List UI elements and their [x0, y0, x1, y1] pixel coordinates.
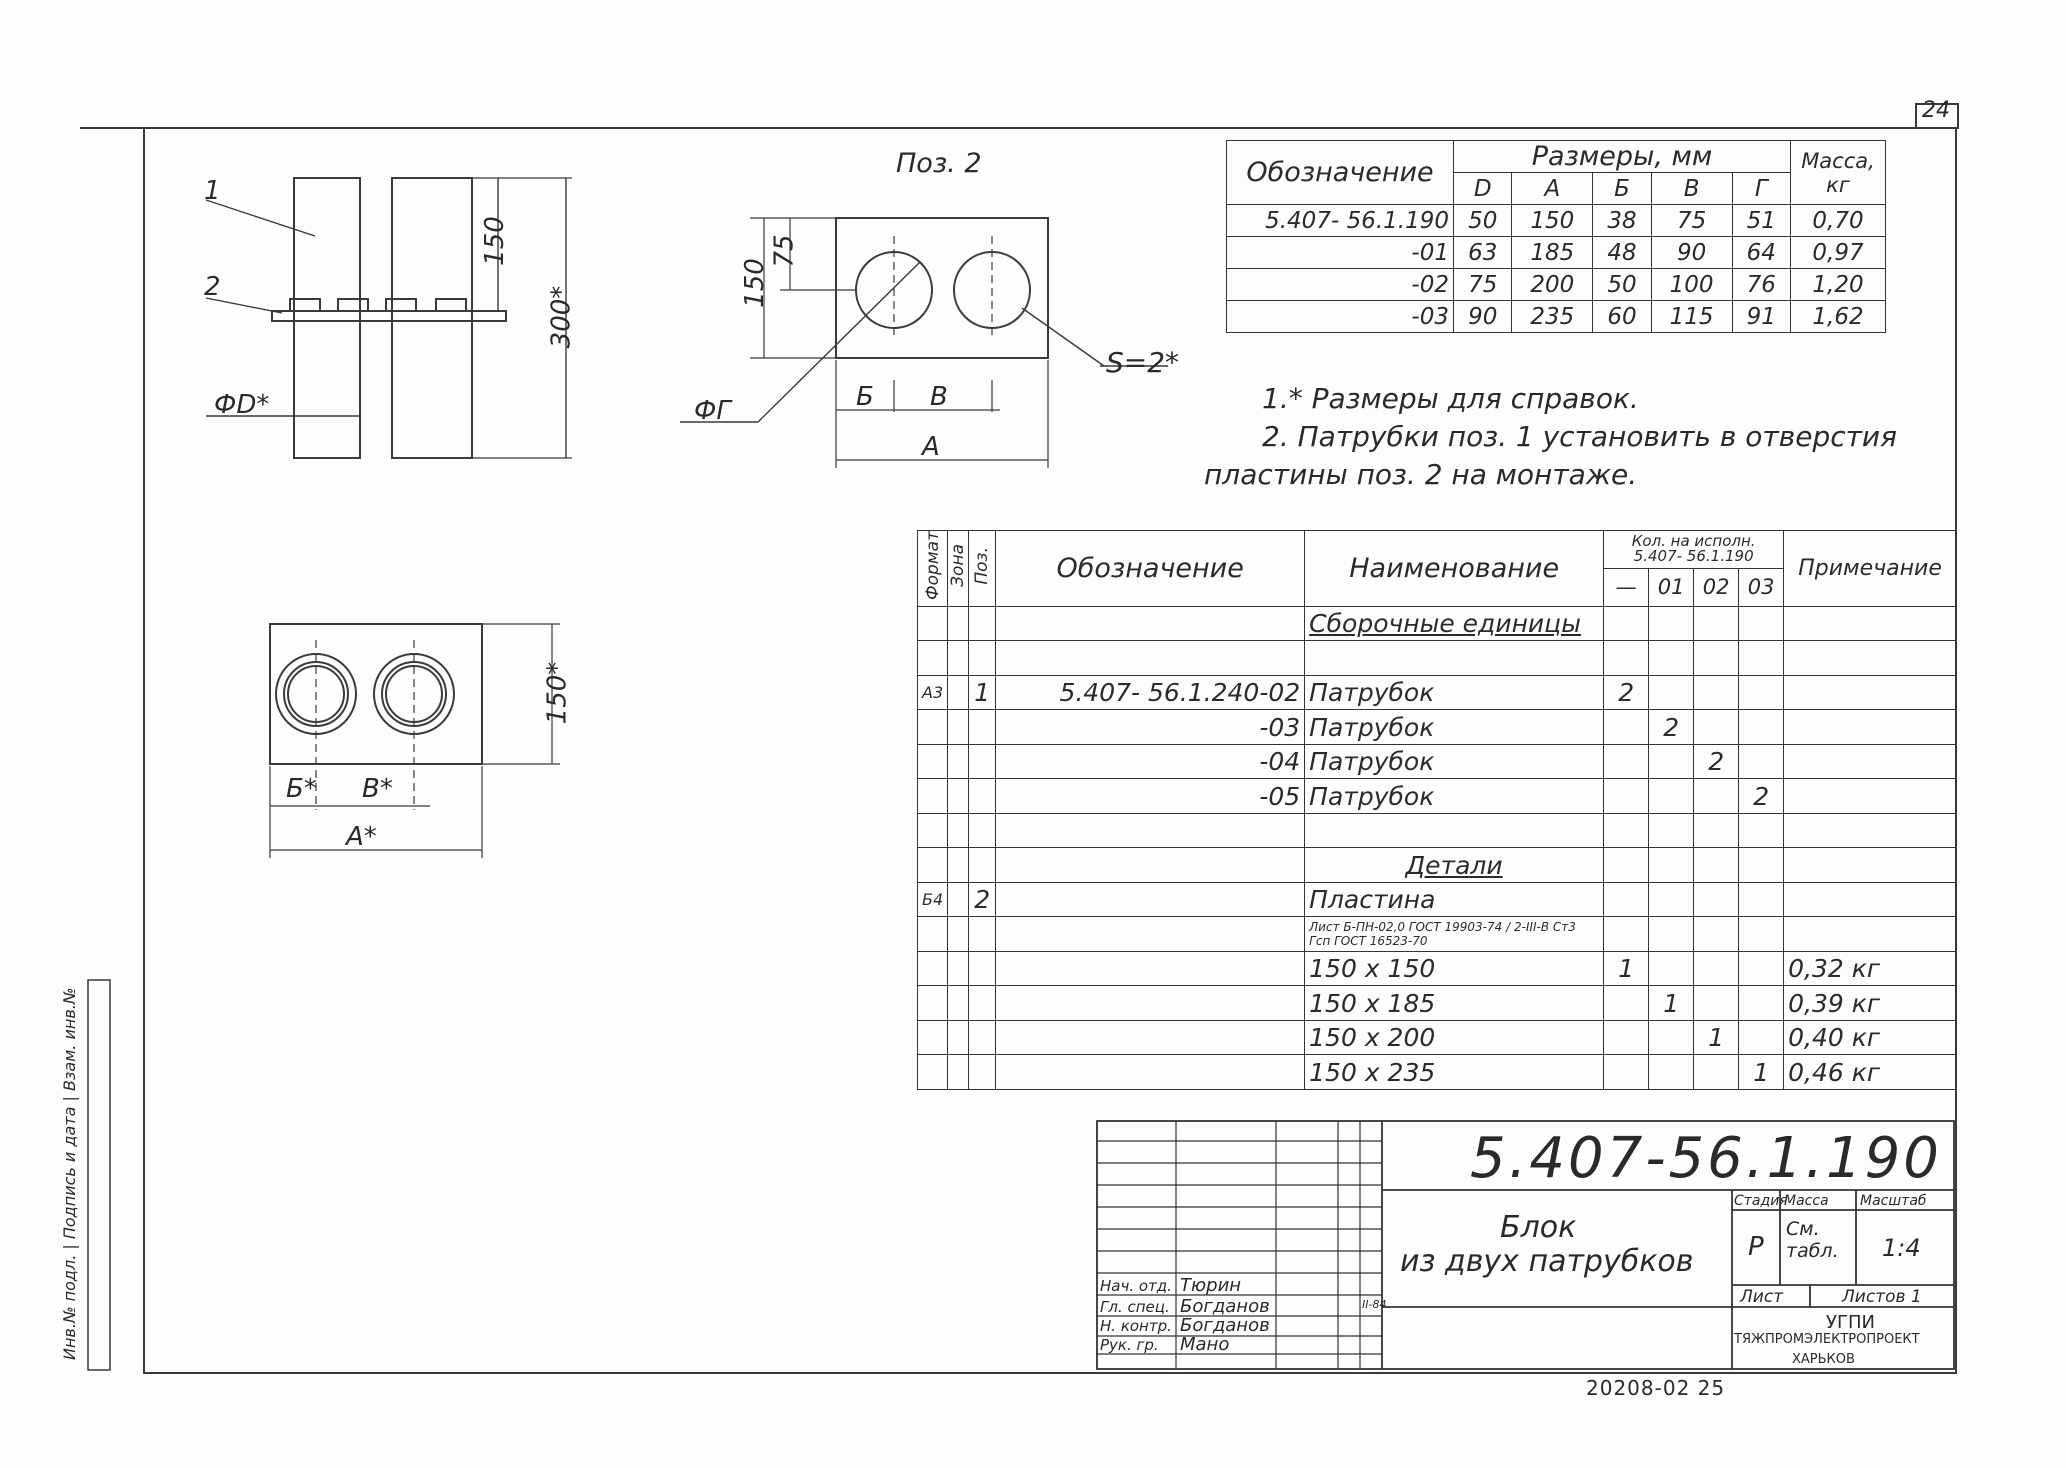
- row-name: Лист Б-ПН-02,0 ГОСТ 19903-74 / 2-III-В Ст3 Гсп ГОСТ 16523-70: [1305, 917, 1604, 952]
- row-note: [1784, 813, 1957, 848]
- row-qty: [1694, 710, 1739, 745]
- org-line-3: ХАРЬКОВ: [1792, 1352, 1855, 1367]
- row-qty: 2: [1604, 675, 1649, 710]
- header-sizes: Размеры, мм: [1454, 141, 1791, 173]
- row-qty: [1604, 710, 1649, 745]
- dimensions-table: [1226, 140, 1886, 333]
- row-name: Патрубок: [1305, 744, 1604, 779]
- row-qty: [1649, 813, 1694, 848]
- row-note: [1784, 917, 1957, 952]
- row-designation: [996, 986, 1305, 1021]
- spec-row: [918, 917, 1957, 952]
- dim-a: А: [922, 432, 940, 462]
- name-3: Богданов: [1180, 1315, 1270, 1336]
- row-designation: [996, 1020, 1305, 1055]
- header-qty: Кол. на исполн. 5.407- 56.1.190: [1604, 531, 1784, 569]
- row-qty: [1739, 744, 1784, 779]
- cell: 235: [1512, 301, 1593, 333]
- row-qty: [1604, 986, 1649, 1021]
- row-pos: [969, 986, 996, 1021]
- row-pos: [969, 606, 996, 641]
- row-zone: [948, 1020, 969, 1055]
- cell: 90: [1454, 301, 1512, 333]
- row-pos: [969, 744, 996, 779]
- row-note: 0,32 кг: [1784, 951, 1957, 986]
- cell: 75: [1454, 269, 1512, 301]
- dim-150: 150: [479, 216, 510, 266]
- row-name: 150 х 185: [1305, 986, 1604, 1021]
- row-qty: [1649, 641, 1694, 676]
- row-note: 0,46 кг: [1784, 1055, 1957, 1090]
- spec-row: [918, 675, 1957, 710]
- row-format: [918, 951, 948, 986]
- table-row: [1227, 237, 1886, 269]
- spec-row: [918, 882, 1957, 917]
- row-format: [918, 917, 948, 952]
- qty-col-0: —: [1604, 568, 1649, 606]
- dim-v: В: [930, 382, 948, 412]
- row-zone: [948, 813, 969, 848]
- row-name: 150 х 150: [1305, 951, 1604, 986]
- side-strip: [88, 980, 110, 1370]
- row-qty: [1604, 1055, 1649, 1090]
- row-note: [1784, 779, 1957, 814]
- date: II-84: [1362, 1298, 1387, 1311]
- row-qty: [1739, 1020, 1784, 1055]
- row-name: 150 х 235: [1305, 1055, 1604, 1090]
- row-note: [1784, 606, 1957, 641]
- org-line-1: УГПИ: [1826, 1312, 1875, 1333]
- cell: 50: [1454, 205, 1512, 237]
- row-name: [1305, 641, 1604, 676]
- row-format: [918, 986, 948, 1021]
- row-pos: [969, 951, 996, 986]
- row-qty: [1739, 606, 1784, 641]
- row-qty: [1694, 1055, 1739, 1090]
- size-col-a: А: [1512, 173, 1593, 205]
- row-qty: [1604, 917, 1649, 952]
- row-name: Сборочные единицы: [1305, 606, 1604, 641]
- sheet-number: 24: [1922, 98, 1950, 123]
- row-qty: 2: [1694, 744, 1739, 779]
- dim-300: 300*: [546, 285, 577, 349]
- row-zone: [948, 1055, 969, 1090]
- row-name: Пластина: [1305, 882, 1604, 917]
- row-qty: [1694, 848, 1739, 883]
- row-qty: [1739, 882, 1784, 917]
- row-pos: [969, 641, 996, 676]
- sheet-label: Лист: [1740, 1287, 1784, 1307]
- row-note: 0,40 кг: [1784, 1020, 1957, 1055]
- row-note: [1784, 675, 1957, 710]
- row-zone: [948, 710, 969, 745]
- row-qty: [1694, 986, 1739, 1021]
- row-designation: -02: [1227, 269, 1454, 301]
- row-designation: -03: [1227, 301, 1454, 333]
- row-qty: [1739, 848, 1784, 883]
- row-qty: [1649, 606, 1694, 641]
- row-qty: [1739, 675, 1784, 710]
- row-designation: 5.407- 56.1.240-02: [996, 675, 1305, 710]
- cell: 64: [1732, 237, 1791, 269]
- row-zone: [948, 951, 969, 986]
- cell: 91: [1732, 301, 1791, 333]
- dim-a-star: А*: [346, 822, 377, 852]
- row-qty: 1: [1604, 951, 1649, 986]
- table-row: [1227, 205, 1886, 237]
- dim-b-star: Б*: [286, 774, 317, 804]
- doc-number: 5.407-56.1.190: [1470, 1126, 1942, 1191]
- row-note: [1784, 641, 1957, 676]
- header-mass: Масса, кг: [1791, 141, 1886, 205]
- row-qty: 1: [1694, 1020, 1739, 1055]
- row-pos: [969, 813, 996, 848]
- row-qty: 2: [1739, 779, 1784, 814]
- cell: 75: [1651, 205, 1732, 237]
- row-qty: 1: [1649, 986, 1694, 1021]
- cell: 185: [1512, 237, 1593, 269]
- row-name: Детали: [1305, 848, 1604, 883]
- row-qty: [1694, 779, 1739, 814]
- cell: 48: [1593, 237, 1651, 269]
- stage-label: Стадия: [1734, 1193, 1788, 1209]
- row-qty: [1694, 882, 1739, 917]
- row-qty: [1739, 951, 1784, 986]
- row-designation: -03: [996, 710, 1305, 745]
- row-name: 150 х 200: [1305, 1020, 1604, 1055]
- row-qty: [1649, 744, 1694, 779]
- row-qty: [1739, 813, 1784, 848]
- row-qty: [1694, 641, 1739, 676]
- role-4: Рук. гр.: [1100, 1336, 1159, 1354]
- row-designation: -01: [1227, 237, 1454, 269]
- header-pos: Поз.: [969, 531, 996, 607]
- table-row: [1227, 301, 1886, 333]
- row-designation: [996, 882, 1305, 917]
- note-2: 2. Патрубки поз. 1 установить в отверстия: [1262, 420, 1897, 453]
- cell: 50: [1593, 269, 1651, 301]
- row-designation: [996, 917, 1305, 952]
- row-note: [1784, 710, 1957, 745]
- row-pos: [969, 779, 996, 814]
- row-designation: 5.407- 56.1.190: [1227, 205, 1454, 237]
- row-designation: [996, 641, 1305, 676]
- size-col-b: Б: [1593, 173, 1651, 205]
- row-format: [918, 848, 948, 883]
- row-qty: [1649, 848, 1694, 883]
- row-mass: 0,97: [1791, 237, 1886, 269]
- mass-label: Масса: [1784, 1193, 1829, 1209]
- dim-150-star: 150*: [542, 661, 573, 725]
- spec-row: [918, 986, 1957, 1021]
- size-col-g: Г: [1732, 173, 1791, 205]
- cell: 76: [1732, 269, 1791, 301]
- row-qty: [1694, 675, 1739, 710]
- row-zone: [948, 986, 969, 1021]
- row-designation: [996, 606, 1305, 641]
- row-zone: [948, 882, 969, 917]
- org-line-2: ТЯЖПРОМЭЛЕКТРОПРОЕКТ: [1734, 1332, 1920, 1347]
- row-zone: [948, 848, 969, 883]
- row-pos: [969, 710, 996, 745]
- cell: 100: [1651, 269, 1732, 301]
- name-2: Богданов: [1180, 1296, 1270, 1317]
- row-qty: [1604, 848, 1649, 883]
- row-qty: [1649, 1020, 1694, 1055]
- row-mass: 1,20: [1791, 269, 1886, 301]
- row-format: [918, 606, 948, 641]
- row-designation: -04: [996, 744, 1305, 779]
- role-3: Н. контр.: [1100, 1317, 1172, 1335]
- row-qty: [1604, 606, 1649, 641]
- row-designation: [996, 848, 1305, 883]
- row-designation: -05: [996, 779, 1305, 814]
- leader-label-1: 1: [204, 176, 221, 206]
- cell: 38: [1593, 205, 1651, 237]
- spec-row: [918, 1020, 1957, 1055]
- specification-table: [917, 530, 1957, 1090]
- row-designation: [996, 1055, 1305, 1090]
- leader-label-2: 2: [204, 272, 221, 302]
- cell: 150: [1512, 205, 1593, 237]
- row-qty: [1694, 917, 1739, 952]
- row-qty: [1694, 951, 1739, 986]
- stage-value: Р: [1748, 1232, 1764, 1262]
- header-zone: Зона: [948, 531, 969, 607]
- row-designation: [996, 951, 1305, 986]
- note-2-cont: пластины поз. 2 на монтаже.: [1204, 458, 1638, 491]
- row-qty: [1604, 882, 1649, 917]
- bottom-code: 20208-02 25: [1586, 1376, 1726, 1400]
- row-format: [918, 1020, 948, 1055]
- row-qty: [1694, 813, 1739, 848]
- dim-v-star: В*: [362, 774, 393, 804]
- title-line-1: Блок: [1500, 1210, 1577, 1245]
- spec-row: [918, 813, 1957, 848]
- role-1: Нач. отд.: [1100, 1277, 1172, 1295]
- row-qty: [1739, 986, 1784, 1021]
- row-qty: [1649, 1055, 1694, 1090]
- row-qty: [1649, 779, 1694, 814]
- qty-col-3: 03: [1739, 568, 1784, 606]
- size-col-d: D: [1454, 173, 1512, 205]
- row-pos: [969, 1020, 996, 1055]
- row-qty: [1604, 744, 1649, 779]
- row-pos: [969, 1055, 996, 1090]
- view-label-pos2: Поз. 2: [896, 148, 982, 179]
- row-format: [918, 744, 948, 779]
- side-strip-labels: Инв.№ подл. | Подпись и дата | Взам. инв.№: [60, 987, 79, 1360]
- cell: 60: [1593, 301, 1651, 333]
- cell: 115: [1651, 301, 1732, 333]
- scale-value: 1:4: [1882, 1234, 1921, 1262]
- cell: 63: [1454, 237, 1512, 269]
- spec-row: [918, 606, 1957, 641]
- spec-row: [918, 779, 1957, 814]
- row-format: Б4: [918, 882, 948, 917]
- dim-fi-g: ФГ: [694, 396, 731, 426]
- size-col-v: В: [1651, 173, 1732, 205]
- row-format: [918, 779, 948, 814]
- row-zone: [948, 606, 969, 641]
- header-note: Примечание: [1784, 531, 1957, 607]
- row-format: [918, 710, 948, 745]
- dim-150-plate: 150: [739, 258, 770, 308]
- dim-s: S=2*: [1106, 346, 1180, 379]
- row-pos: [969, 917, 996, 952]
- header-designation: Обозначение: [1227, 141, 1454, 205]
- spec-row: [918, 848, 1957, 883]
- row-zone: [948, 779, 969, 814]
- row-qty: 2: [1649, 710, 1694, 745]
- row-qty: [1604, 813, 1649, 848]
- scale-label: Масштаб: [1860, 1193, 1927, 1209]
- row-designation: [996, 813, 1305, 848]
- row-name: Патрубок: [1305, 710, 1604, 745]
- qty-col-1: 01: [1649, 568, 1694, 606]
- note-1: 1.* Размеры для справок.: [1262, 382, 1639, 415]
- cell: 51: [1732, 205, 1791, 237]
- dim-fi-d: ФD*: [214, 390, 270, 420]
- sheets-label: Листов 1: [1842, 1287, 1922, 1307]
- qty-col-2: 02: [1694, 568, 1739, 606]
- row-qty: [1739, 917, 1784, 952]
- row-zone: [948, 917, 969, 952]
- row-pos: [969, 848, 996, 883]
- row-qty: [1649, 882, 1694, 917]
- title-line-2: из двух патрубков: [1400, 1244, 1694, 1279]
- row-mass: 1,62: [1791, 301, 1886, 333]
- row-format: [918, 813, 948, 848]
- row-pos: 2: [969, 882, 996, 917]
- row-note: [1784, 882, 1957, 917]
- row-qty: [1649, 675, 1694, 710]
- row-qty: [1649, 917, 1694, 952]
- row-mass: 0,70: [1791, 205, 1886, 237]
- row-note: [1784, 848, 1957, 883]
- name-1: Тюрин: [1180, 1275, 1242, 1296]
- spec-row: [918, 641, 1957, 676]
- dim-75: 75: [769, 234, 800, 268]
- row-note: [1784, 744, 1957, 779]
- row-qty: [1604, 779, 1649, 814]
- spec-row: [918, 744, 1957, 779]
- row-qty: [1694, 606, 1739, 641]
- row-format: [918, 641, 948, 676]
- name-4: Мано: [1180, 1334, 1230, 1355]
- spec-row: [918, 951, 1957, 986]
- row-format: [918, 1055, 948, 1090]
- header-designation: Обозначение: [996, 531, 1305, 607]
- cell: 200: [1512, 269, 1593, 301]
- spec-row: [918, 710, 1957, 745]
- header-name: Наименование: [1305, 531, 1604, 607]
- row-name: Патрубок: [1305, 779, 1604, 814]
- row-qty: 1: [1739, 1055, 1784, 1090]
- plate-view: [680, 218, 1168, 468]
- row-qty: [1604, 1020, 1649, 1055]
- spec-row: [918, 1055, 1957, 1090]
- row-name: [1305, 813, 1604, 848]
- dim-b: Б: [856, 382, 874, 412]
- table-row: [1227, 269, 1886, 301]
- cell: 90: [1651, 237, 1732, 269]
- row-qty: [1739, 710, 1784, 745]
- row-zone: [948, 744, 969, 779]
- row-note: 0,39 кг: [1784, 986, 1957, 1021]
- row-zone: [948, 641, 969, 676]
- row-name: Патрубок: [1305, 675, 1604, 710]
- row-qty: [1649, 951, 1694, 986]
- row-pos: 1: [969, 675, 996, 710]
- row-format: А3: [918, 675, 948, 710]
- role-2: Гл. спец.: [1100, 1298, 1170, 1316]
- row-qty: [1604, 641, 1649, 676]
- row-zone: [948, 675, 969, 710]
- row-qty: [1739, 641, 1784, 676]
- header-format: Формат: [918, 531, 948, 607]
- plan-view: [270, 624, 560, 858]
- mass-value: См. табл.: [1786, 1218, 1839, 1262]
